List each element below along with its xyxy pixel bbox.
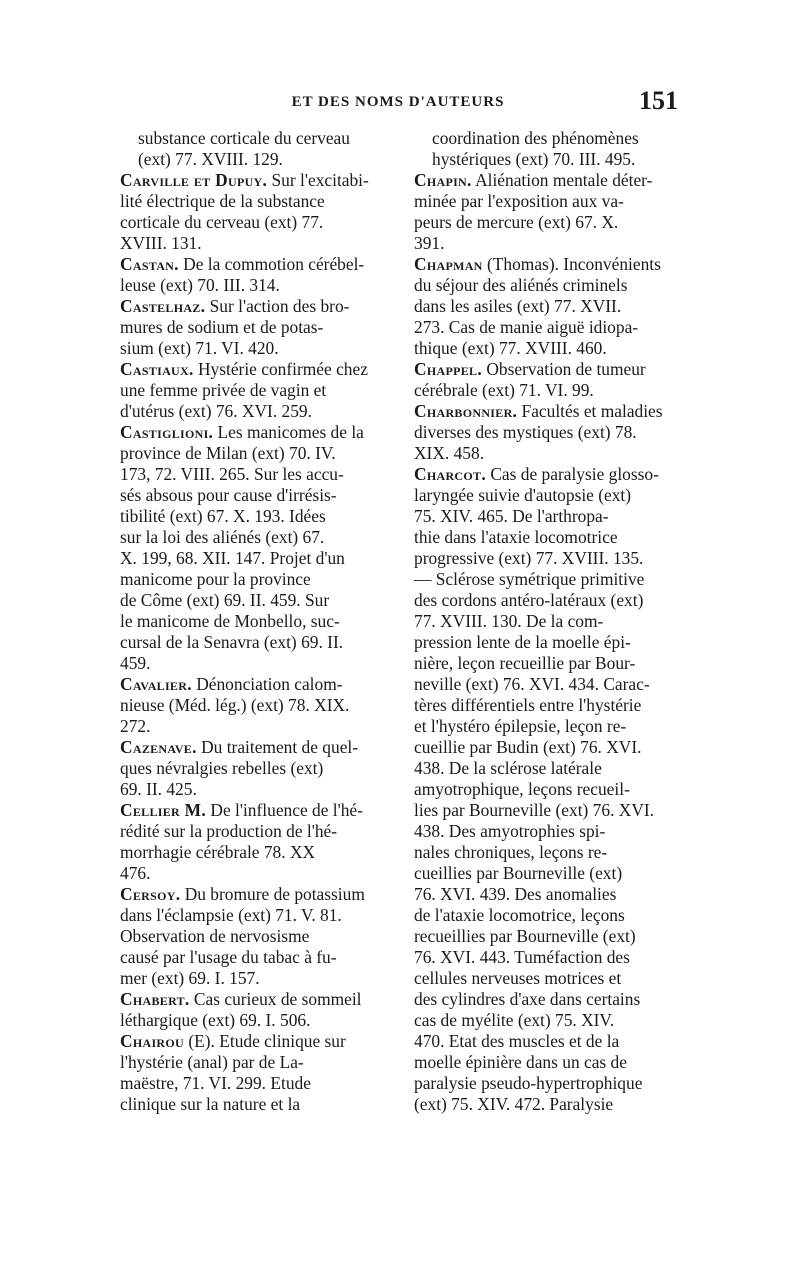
index-entry <box>414 170 680 254</box>
entry-text: laryngée suivie d'autopsie (ext) <box>414 485 632 505</box>
entry-text: 459. <box>120 653 151 673</box>
entry-text: 438. Des amyotrophies spi- <box>414 821 606 841</box>
entry-text: coordination des phénomènes <box>432 128 639 148</box>
entry-line <box>120 380 388 401</box>
entry-text: amyotrophique, leçons recueil- <box>414 779 630 799</box>
entry-line <box>120 884 388 905</box>
author-name: Charcot. <box>414 464 486 484</box>
entry-line <box>120 1010 388 1031</box>
entry-line <box>120 716 388 737</box>
index-entry <box>120 422 388 674</box>
index-entry <box>120 989 388 1031</box>
entry-line <box>120 737 388 758</box>
entry-line <box>414 191 680 212</box>
entry-line <box>414 1073 680 1094</box>
author-name: Carville et Dupuy. <box>120 170 268 190</box>
author-name: Chabert. <box>120 989 190 1009</box>
entry-line <box>414 800 680 821</box>
entry-text: (E). Etude clinique sur <box>184 1031 346 1051</box>
entry-line <box>120 695 388 716</box>
entry-text: et l'hystéro épilepsie, leçon re- <box>414 716 627 736</box>
entry-line <box>414 842 680 863</box>
entry-text: Les manicomes de la <box>213 422 364 442</box>
entry-text: l'hystérie (anal) par de La- <box>120 1052 304 1072</box>
entry-text: Sur l'action des bro- <box>205 296 350 316</box>
entry-line <box>414 590 680 611</box>
entry-text: 69. II. 425. <box>120 779 197 799</box>
entry-text: province de Milan (ext) 70. IV. <box>120 443 336 463</box>
entry-text: maëstre, 71. VI. 299. Etude <box>120 1073 311 1093</box>
page-number: 151 <box>639 86 678 115</box>
entry-line <box>120 443 388 464</box>
entry-line <box>120 170 388 191</box>
entry-text: le manicome de Monbello, suc- <box>120 611 340 631</box>
entry-text: mures de sodium et de potas- <box>120 317 324 337</box>
entry-line <box>120 653 388 674</box>
entry-text: De la commotion cérébel- <box>178 254 365 274</box>
entry-text: (ext) 75. XIV. 472. Paralysie <box>414 1094 614 1114</box>
entry-line <box>120 758 388 779</box>
entry-text: Du bromure de potassium <box>180 884 365 904</box>
index-entry <box>120 800 388 884</box>
entry-line <box>414 485 680 506</box>
entry-line <box>120 863 388 884</box>
entry-text: cueillie par Budin (ext) 76. XVI. <box>414 737 642 757</box>
entry-line <box>120 779 388 800</box>
author-name: Cazenave. <box>120 737 197 757</box>
entry-line <box>120 842 388 863</box>
index-entry <box>414 401 680 464</box>
entry-line <box>414 884 680 905</box>
entry-text: De l'influence de l'hé- <box>206 800 363 820</box>
entry-line <box>120 800 388 821</box>
entry-line <box>414 506 680 527</box>
entry-line <box>138 128 388 149</box>
entry-text: Hystérie confirmée chez <box>193 359 368 379</box>
entry-line <box>414 443 680 464</box>
index-entry <box>120 296 388 359</box>
entry-text: sium (ext) 71. VI. 420. <box>120 338 279 358</box>
entry-text: des cordons antéro-latéraux (ext) <box>414 590 644 610</box>
index-entry <box>414 359 680 401</box>
entry-line <box>120 485 388 506</box>
entry-text: manicome pour la province <box>120 569 311 589</box>
entry-line <box>414 569 680 590</box>
author-name: Cavalier. <box>120 674 192 694</box>
entry-text: cérébrale (ext) 71. VI. 99. <box>414 380 594 400</box>
entry-text: Cas curieux de sommeil <box>189 989 362 1009</box>
entry-line <box>120 1073 388 1094</box>
entry-line <box>120 317 388 338</box>
entry-line <box>120 674 388 695</box>
left-column <box>120 128 388 1115</box>
entry-line <box>414 380 680 401</box>
entry-text: dans les asiles (ext) 77. XVII. <box>414 296 622 316</box>
entry-text: cueillies par Bourneville (ext) <box>414 863 623 883</box>
entry-line <box>414 758 680 779</box>
index-entry <box>120 674 388 737</box>
entry-text: leuse (ext) 70. III. 314. <box>120 275 280 295</box>
entry-text: de Côme (ext) 69. II. 459. Sur <box>120 590 330 610</box>
entry-line <box>414 464 680 485</box>
entry-text: mer (ext) 69. I. 157. <box>120 968 260 988</box>
entry-text: corticale du cerveau (ext) 77. <box>120 212 324 232</box>
entry-text: nieuse (Méd. lég.) (ext) 78. XIX. <box>120 695 350 715</box>
entry-line <box>414 359 680 380</box>
index-entry <box>120 884 388 989</box>
entry-text: moelle épinière dans un cas de <box>414 1052 627 1072</box>
entry-line <box>120 1094 388 1115</box>
index-entry <box>414 464 680 1115</box>
entry-text: recueillies par Bourneville (ext) <box>414 926 636 946</box>
entry-text: lies par Bourneville (ext) 76. XVI. <box>414 800 655 820</box>
entry-text: rédité sur la production de l'hé- <box>120 821 338 841</box>
entry-line <box>432 128 680 149</box>
entry-line <box>120 233 388 254</box>
entry-text: thique (ext) 77. XVIII. 460. <box>414 338 607 358</box>
entry-line <box>120 821 388 842</box>
entry-text: minée par l'exposition aux va- <box>414 191 624 211</box>
entry-line <box>414 317 680 338</box>
entry-text: 470. Etat des muscles et de la <box>414 1031 620 1051</box>
entry-text: (Thomas). Inconvénients <box>482 254 661 274</box>
entry-line <box>120 506 388 527</box>
entry-text: thie dans l'ataxie locomotrice <box>414 527 618 547</box>
entry-text: Du traitement de quel- <box>196 737 359 757</box>
entry-text: causé par l'usage du tabac à fu- <box>120 947 337 967</box>
entry-text: 272. <box>120 716 151 736</box>
entry-line <box>414 401 680 422</box>
running-head: ET DES NOMS D'AUTEURS <box>291 94 505 110</box>
entry-line <box>414 527 680 548</box>
entry-text: Facultés et maladies <box>517 401 663 421</box>
index-entry <box>120 170 388 254</box>
entry-text: des cylindres d'axe dans certains <box>414 989 641 1009</box>
index-entry <box>414 128 680 170</box>
entry-text: Aliénation mentale déter- <box>471 170 653 190</box>
entry-text: X. 199, 68. XII. 147. Projet d'un <box>120 548 345 568</box>
entry-line <box>414 968 680 989</box>
entry-line <box>414 338 680 359</box>
entry-line <box>414 779 680 800</box>
entry-line <box>414 275 680 296</box>
entry-line <box>414 947 680 968</box>
entry-line <box>120 590 388 611</box>
entry-line <box>414 821 680 842</box>
entry-text: (ext) 77. XVIII. 129. <box>138 149 283 169</box>
entry-text: une femme privée de vagin et <box>120 380 327 400</box>
entry-text: XVIII. 131. <box>120 233 202 253</box>
entry-line <box>414 905 680 926</box>
entry-text: morrhagie cérébrale 78. XX <box>120 842 316 862</box>
entry-text: 77. XVIII. 130. De la com- <box>414 611 604 631</box>
entry-line <box>120 905 388 926</box>
entry-line <box>414 653 680 674</box>
entry-text: tères différentiels entre l'hystérie <box>414 695 642 715</box>
entry-line <box>414 170 680 191</box>
entry-line <box>120 254 388 275</box>
author-name: Castelhaz. <box>120 296 206 316</box>
entry-text: — Sclérose symétrique primitive <box>414 569 645 589</box>
entry-text: Cas de paralysie glosso- <box>485 464 659 484</box>
entry-line <box>120 275 388 296</box>
entry-line <box>414 1094 680 1115</box>
entry-line <box>120 191 388 212</box>
entry-text: Sur l'excitabi- <box>267 170 369 190</box>
index-entry <box>120 128 388 170</box>
entry-line <box>120 632 388 653</box>
entry-line <box>414 632 680 653</box>
entry-line <box>414 716 680 737</box>
entry-text: cellules nerveuses motrices et <box>414 968 622 988</box>
index-entry <box>120 737 388 800</box>
entry-line <box>120 422 388 443</box>
entry-text: du séjour des aliénés criminels <box>414 275 628 295</box>
entry-line <box>414 989 680 1010</box>
entry-text: clinique sur la nature et la <box>120 1094 301 1114</box>
author-name: Charbonnier. <box>414 401 518 421</box>
entry-text: 75. XIV. 465. De l'arthropa- <box>414 506 609 526</box>
author-name: Chapman <box>414 254 483 274</box>
entry-text: nales chroniques, leçons re- <box>414 842 608 862</box>
entry-text: de l'ataxie locomotrice, leçons <box>414 905 625 925</box>
index-entry <box>414 254 680 359</box>
entry-line <box>120 1031 388 1052</box>
entry-text: cursal de la Senavra (ext) 69. II. <box>120 632 344 652</box>
entry-line <box>120 1052 388 1073</box>
entry-text: Observation de tumeur <box>481 359 646 379</box>
entry-line <box>120 548 388 569</box>
entry-line <box>414 674 680 695</box>
entry-line <box>120 359 388 380</box>
entry-text: nière, leçon recueillie par Bour- <box>414 653 636 673</box>
entry-text: 76. XVI. 439. Des anomalies <box>414 884 617 904</box>
entry-line <box>414 422 680 443</box>
entry-line <box>120 611 388 632</box>
entry-text: cas de myélite (ext) 75. XIV. <box>414 1010 615 1030</box>
entry-text: paralysie pseudo-hypertrophique <box>414 1073 643 1093</box>
entry-line <box>120 296 388 317</box>
entry-text: lité électrique de la substance <box>120 191 325 211</box>
entry-line <box>120 212 388 233</box>
entry-line <box>414 233 680 254</box>
entry-text: pression lente de la moelle épi- <box>414 632 631 652</box>
entry-text: diverses des mystiques (ext) 78. <box>414 422 637 442</box>
entry-text: 391. <box>414 233 445 253</box>
author-name: Chapin. <box>414 170 472 190</box>
entry-line <box>120 989 388 1010</box>
entry-text: sés absous pour cause d'irrésis- <box>120 485 337 505</box>
page-header <box>118 86 678 122</box>
entry-line <box>120 947 388 968</box>
entry-line <box>414 296 680 317</box>
author-name: Chairou <box>120 1031 184 1051</box>
entry-line <box>414 737 680 758</box>
entry-line <box>414 254 680 275</box>
entry-line <box>414 695 680 716</box>
entry-line <box>414 212 680 233</box>
entry-line <box>120 401 388 422</box>
entry-text: ques névralgies rebelles (ext) <box>120 758 324 778</box>
entry-text: substance corticale du cerveau <box>138 128 350 148</box>
entry-text: progressive (ext) 77. XVIII. 135. <box>414 548 644 568</box>
entry-text: 76. XVI. 443. Tuméfaction des <box>414 947 630 967</box>
entry-line <box>120 968 388 989</box>
author-name: Castiaux. <box>120 359 194 379</box>
entry-line <box>432 149 680 170</box>
entry-line <box>414 863 680 884</box>
entry-line <box>414 1031 680 1052</box>
entry-text: 273. Cas de manie aiguë idiopa- <box>414 317 639 337</box>
entry-text: 438. De la sclérose latérale <box>414 758 602 778</box>
author-name: Chappel. <box>414 359 482 379</box>
entry-line <box>414 548 680 569</box>
author-name: Castan. <box>120 254 179 274</box>
entry-line <box>120 926 388 947</box>
entry-text: Observation de nervosisme <box>120 926 310 946</box>
entry-text: tibilité (ext) 67. X. 193. Idées <box>120 506 326 526</box>
index-entry <box>120 254 388 296</box>
entry-line <box>120 464 388 485</box>
entry-text: peurs de mercure (ext) 67. X. <box>414 212 619 232</box>
entry-text: XIX. 458. <box>414 443 485 463</box>
entry-text: hystériques (ext) 70. III. 495. <box>432 149 636 169</box>
entry-line <box>138 149 388 170</box>
author-name: Cellier M. <box>120 800 207 820</box>
entry-text: 476. <box>120 863 151 883</box>
right-column <box>414 128 680 1115</box>
entry-line <box>414 1052 680 1073</box>
author-name: Cersoy. <box>120 884 181 904</box>
entry-text: Dénonciation calom- <box>191 674 343 694</box>
entry-text: dans l'éclampsie (ext) 71. V. 81. <box>120 905 342 925</box>
entry-line <box>120 527 388 548</box>
entry-text: léthargique (ext) 69. I. 506. <box>120 1010 311 1030</box>
entry-line <box>120 569 388 590</box>
entry-text: d'utérus (ext) 76. XVI. 259. <box>120 401 312 421</box>
index-entry <box>120 1031 388 1115</box>
entry-line <box>120 338 388 359</box>
entry-text: 173, 72. VIII. 265. Sur les accu- <box>120 464 344 484</box>
author-name: Castiglioni. <box>120 422 214 442</box>
entry-line <box>414 611 680 632</box>
entry-text: sur la loi des aliénés (ext) 67. <box>120 527 325 547</box>
index-entry <box>120 359 388 422</box>
entry-line <box>414 926 680 947</box>
entry-text: neville (ext) 76. XVI. 434. Carac- <box>414 674 650 694</box>
entry-line <box>414 1010 680 1031</box>
